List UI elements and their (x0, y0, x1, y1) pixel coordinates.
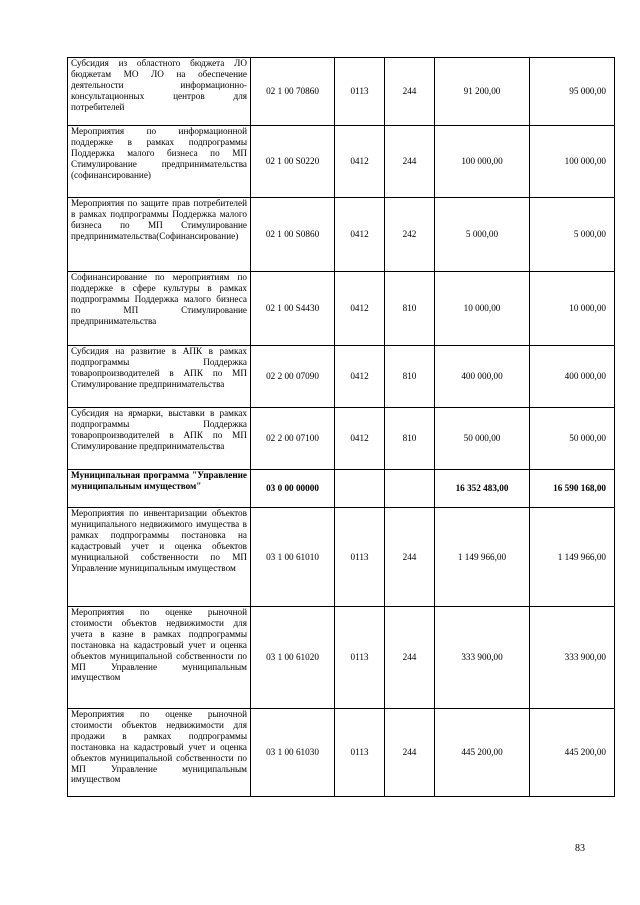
table-row (68, 408, 615, 470)
row-rz: 0113 (335, 508, 385, 607)
row-sum2: 10 000,00 (530, 272, 615, 346)
row-sum1: 100 000,00 (435, 126, 530, 198)
row-sum1: 333 900,00 (435, 607, 530, 709)
table-row (68, 272, 615, 346)
table-row (68, 607, 615, 709)
row-sum2: 5 000,00 (530, 198, 615, 272)
row-sum1: 1 149 966,00 (435, 508, 530, 607)
row-sum2: 50 000,00 (530, 408, 615, 470)
page-number: 83 (575, 843, 585, 854)
table-row (68, 709, 615, 797)
table-row (68, 58, 615, 126)
row-sum1: 91 200,00 (435, 58, 530, 126)
row-rz: 0113 (335, 607, 385, 709)
row-kcsr: 02 2 00 07100 (251, 408, 335, 470)
row-rz: 0412 (335, 198, 385, 272)
row-sum2: 333 900,00 (530, 607, 615, 709)
row-rz: 0113 (335, 709, 385, 797)
table-row (68, 198, 615, 272)
row-sum2: 16 590 168,00 (530, 470, 615, 508)
row-vr: 244 (385, 709, 435, 797)
row-sum1: 400 000,00 (435, 346, 530, 408)
row-rz: 0412 (335, 408, 385, 470)
row-sum1: 16 352 483,00 (435, 470, 530, 508)
table-row (68, 346, 615, 408)
row-vr: 244 (385, 58, 435, 126)
row-vr (385, 470, 435, 508)
row-sum2: 400 000,00 (530, 346, 615, 408)
table-row (68, 508, 615, 607)
table-row (68, 126, 615, 198)
row-kcsr: 02 1 00 70860 (251, 58, 335, 126)
row-rz: 0412 (335, 126, 385, 198)
row-name: Мероприятия по оценке рыночной стоимости объектов недвижимости для продажи в рамках подпрограммы постановка на кадастровый учет и оценка объектов муниципальной собственности по МП Управление муниципальным имуществом (68, 709, 251, 797)
row-kcsr: 03 1 00 61010 (251, 508, 335, 607)
row-sum1: 50 000,00 (435, 408, 530, 470)
budget-table (67, 57, 615, 797)
row-name: Муниципальная программа "Управление муниципальным имуществом" (68, 470, 251, 508)
row-vr: 810 (385, 346, 435, 408)
row-sum2: 445 200,00 (530, 709, 615, 797)
row-name: Софинансирование по мероприятиям по поддержке в сфере культуры в рамках подпрограммы Поддержка малого бизнеса по МП Стимулирование предпринимательства (68, 272, 251, 346)
row-sum2: 1 149 966,00 (530, 508, 615, 607)
row-vr: 244 (385, 508, 435, 607)
row-sum1: 10 000,00 (435, 272, 530, 346)
row-vr: 810 (385, 408, 435, 470)
row-rz: 0412 (335, 272, 385, 346)
row-rz (335, 470, 385, 508)
row-rz: 0113 (335, 58, 385, 126)
row-vr: 242 (385, 198, 435, 272)
row-kcsr: 03 1 00 61020 (251, 607, 335, 709)
row-name: Мероприятия по оценке рыночной стоимости объектов недвижимости для учета в казне в рамках подпрограммы постановка на кадастровый учет и оценка объектов муниципальной собственности по МП Управление муниципальным имуществом (68, 607, 251, 709)
row-sum2: 95 000,00 (530, 58, 615, 126)
row-sum1: 445 200,00 (435, 709, 530, 797)
row-vr: 244 (385, 126, 435, 198)
row-name: Субсидия на ярмарки, выставки в рамках подпрограммы Поддержка товаропроизводителей в АПК по МП Стимулирование предпринимательства (68, 408, 251, 470)
row-name: Субсидия из областного бюджета ЛО бюджетам МО ЛО на обеспечение деятельности информационно-консультационных центров для потребителей (68, 58, 251, 126)
row-kcsr: 03 0 00 00000 (251, 470, 335, 508)
row-kcsr: 02 1 00 S0860 (251, 198, 335, 272)
row-kcsr: 02 2 00 07090 (251, 346, 335, 408)
row-kcsr: 02 1 00 S0220 (251, 126, 335, 198)
row-name: Субсидия на развитие в АПК в рамках подпрограммы Поддержка товаропроизводителей в АПК по МП Стимулирование предпринимательства (68, 346, 251, 408)
row-vr: 810 (385, 272, 435, 346)
row-kcsr: 02 1 00 S4430 (251, 272, 335, 346)
row-name: Мероприятия по информационной поддержке в рамках подпрограммы Поддержка малого бизнеса по МП Стимулирование предпринимательства (софинансирование) (68, 126, 251, 198)
row-vr: 244 (385, 607, 435, 709)
row-rz: 0412 (335, 346, 385, 408)
table-row-program (68, 470, 615, 508)
row-name: Мероприятия по защите прав потребителей в рамках подпрограммы Поддержка малого бизнеса по МП Стимулирование предпринимательства(Софинансирование) (68, 198, 251, 272)
row-sum2: 100 000,00 (530, 126, 615, 198)
row-kcsr: 03 1 00 61030 (251, 709, 335, 797)
row-sum1: 5 000,00 (435, 198, 530, 272)
row-name: Мероприятия по инвентаризации объектов муниципального недвижимого имущества в рамках подпрограммы постановка на кадастровый учет и оценка объектов мунициальной собственности по МП Управление муниципальным имуществом (68, 508, 251, 607)
